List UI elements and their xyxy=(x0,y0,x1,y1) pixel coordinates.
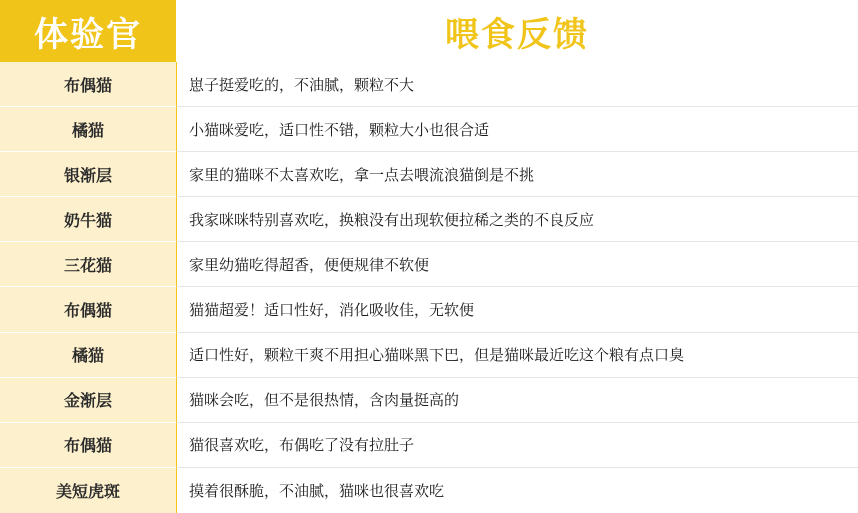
feedback-text: 我家咪咪特别喜欢吃，换粮没有出现软便拉稀之类的不良反应 xyxy=(176,197,858,242)
tester-name: 橘猫 xyxy=(0,333,176,378)
tester-name: 布偶猫 xyxy=(0,423,176,468)
tester-name: 橘猫 xyxy=(0,107,176,152)
header-cell-feedback: 喂食反馈 xyxy=(176,0,858,62)
tester-name: 金渐层 xyxy=(0,378,176,423)
feedback-text: 猫很喜欢吃，布偶吃了没有拉肚子 xyxy=(176,423,858,468)
tester-name: 布偶猫 xyxy=(0,287,176,332)
table-row xyxy=(0,287,858,332)
feedback-text: 崽子挺爱吃的，不油腻，颗粒不大 xyxy=(176,62,858,107)
tester-name: 奶牛猫 xyxy=(0,197,176,242)
table-row xyxy=(0,62,858,107)
feedback-text: 猫咪会吃，但不是很热情，含肉量挺高的 xyxy=(176,378,858,423)
table-row xyxy=(0,152,858,197)
tester-name: 美短虎斑 xyxy=(0,468,176,513)
tester-name: 三花猫 xyxy=(0,242,176,287)
header-cell-tester: 体验官 xyxy=(0,0,176,62)
tester-name: 银渐层 xyxy=(0,152,176,197)
table-row xyxy=(0,468,858,513)
table-row xyxy=(0,423,858,468)
table-header-row xyxy=(0,0,858,62)
feedback-text: 小猫咪爱吃，适口性不错，颗粒大小也很合适 xyxy=(176,107,858,152)
table-row xyxy=(0,242,858,287)
feedback-text: 摸着很酥脆，不油腻，猫咪也很喜欢吃 xyxy=(176,468,858,513)
table-row xyxy=(0,197,858,242)
table-row xyxy=(0,378,858,423)
feedback-text: 猫猫超爱！适口性好，消化吸收佳，无软便 xyxy=(176,287,858,332)
table-row xyxy=(0,107,858,152)
feedback-text: 适口性好，颗粒干爽不用担心猫咪黑下巴，但是猫咪最近吃这个粮有点口臭 xyxy=(176,333,858,378)
table-row xyxy=(0,333,858,378)
feedback-text: 家里幼猫吃得超香，便便规律不软便 xyxy=(176,242,858,287)
feedback-text: 家里的猫咪不太喜欢吃，拿一点去喂流浪猫倒是不挑 xyxy=(176,152,858,197)
tester-name: 布偶猫 xyxy=(0,62,176,107)
